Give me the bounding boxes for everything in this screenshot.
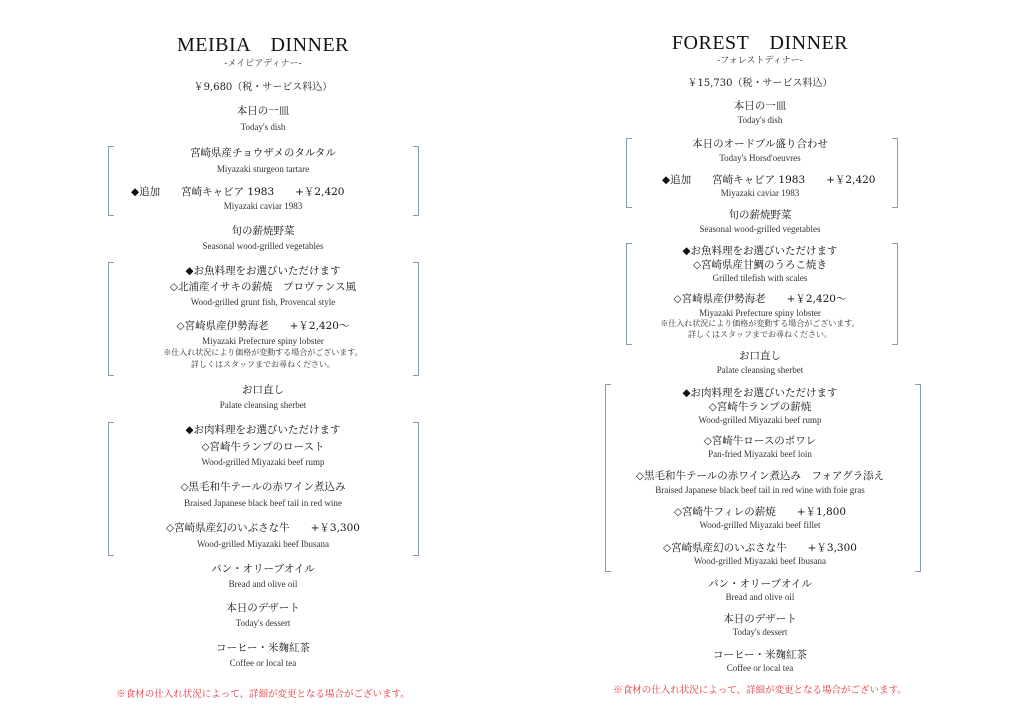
lobster-note-1: ※仕入れ状況により価格が変動する場合がございます。	[660, 319, 860, 328]
meibia-dinner-menu	[63, 0, 463, 722]
vegetables-en: Seasonal wood-grilled vegetables	[202, 241, 324, 251]
meat-choice-header: ◆お肉料理をお選びいただけます	[185, 424, 341, 436]
tilefish-en: Grilled tilefish with scales	[712, 273, 808, 283]
menu-subtitle: -メイビアディナー-	[224, 59, 302, 69]
coffee-en: Coffee or local tea	[726, 663, 794, 673]
beef-rump-en: Wood-grilled Miyazaki beef rump	[698, 415, 822, 425]
ibusana-beef-jp: ◇宮崎県産幻のいぶさな牛 +￥3,300	[166, 522, 360, 534]
sherbet-jp: お口直し	[242, 384, 284, 396]
caviar-addon-en: Miyazaki caviar 1983	[720, 188, 800, 198]
horsdoeuvres-jp: 本日のオードブル盛り合わせ	[692, 138, 828, 150]
sherbet-jp: お口直し	[739, 350, 781, 362]
sherbet-en: Palate cleansing sherbet	[716, 365, 804, 375]
sturgeon-jp: 宮崎県産チョウザメのタルタル	[190, 147, 336, 159]
beef-rump-jp: ◇宮崎牛ランプの薪焼	[708, 401, 812, 413]
lobster-note-2: 詳しくはスタッフまでお尋ねください。	[191, 360, 335, 369]
sturgeon-en: Miyazaki sturgeon tartare	[216, 164, 310, 174]
ibusana-beef-en: Wood-grilled Miyazaki beef Ibusana	[694, 556, 826, 566]
sherbet-en: Palate cleansing sherbet	[219, 400, 307, 410]
dessert-jp: 本日のデザート	[723, 613, 797, 625]
beef-loin-jp: ◇宮崎牛ロースのポワレ	[703, 435, 817, 447]
bread-en: Bread and olive oil	[725, 592, 795, 602]
ibusana-beef-en: Wood-grilled Miyazaki beef Ibusana	[197, 539, 329, 549]
coffee-en: Coffee or local tea	[229, 658, 297, 668]
beef-tail-jp: ◇黒毛和牛テールの赤ワイン煮込み フォアグラ添え	[635, 470, 885, 482]
meat-choice-header: ◆お肉料理をお選びいただけます	[682, 387, 838, 399]
coffee-jp: コーヒー・米麹紅茶	[215, 642, 311, 654]
bread-en: Bread and olive oil	[228, 579, 298, 589]
dessert-en: Today's dessert	[235, 618, 291, 628]
caviar-addon-jp: ◆追加 宮崎キャビア 1983 +￥2,420	[131, 186, 345, 198]
menu-title: MEIBIA DINNER	[176, 34, 350, 56]
caviar-addon-en: Miyazaki caviar 1983	[223, 201, 303, 211]
caviar-addon-jp: ◆追加 宮崎キャビア 1983 +￥2,420	[662, 174, 876, 186]
todays-dish-en: Today's dish	[737, 115, 783, 125]
menu-price: ￥9,680（税・サービス料込）	[193, 82, 333, 93]
lobster-note-1: ※仕入れ状況により価格が変動する場合がございます。	[163, 348, 363, 357]
beef-tail-en: Braised Japanese black beef tail in red wine with foie gras	[655, 485, 865, 495]
lobster-en: Miyazaki Prefecture spiny lobster	[699, 308, 821, 318]
beef-tail-en: Braised Japanese black beef tail in red wine	[184, 498, 342, 508]
forest-dinner-menu	[560, 0, 960, 722]
lobster-en: Miyazaki Prefecture spiny lobster	[202, 336, 324, 346]
grunt-fish-jp: ◇北浦産イサキの薪焼 プロヴァンス風	[169, 281, 357, 293]
dessert-jp: 本日のデザート	[226, 602, 300, 614]
beef-rump-en: Wood-grilled Miyazaki beef rump	[201, 457, 325, 467]
beef-rump-jp: ◇宮崎牛ランプのロースト	[201, 441, 325, 453]
footer-note: ※食材の仕入れ状況によって、詳細が変更となる場合がございます。	[613, 685, 907, 696]
bracket-right	[413, 262, 419, 376]
fish-choice-header: ◆お魚料理をお選びいただけます	[185, 265, 341, 277]
todays-dish-jp: 本日の一皿	[733, 100, 787, 112]
beef-loin-en: Pan-fried Miyazaki beef loin	[708, 449, 812, 459]
beef-tail-jp: ◇黒毛和牛テールの赤ワイン煮込み	[180, 481, 346, 493]
grunt-fish-en: Wood-grilled grunt fish, Provencal style	[190, 297, 336, 307]
bread-jp: パン・オリーブオイル	[708, 578, 812, 590]
todays-dish-en: Today's dish	[240, 122, 286, 132]
footer-note: ※食材の仕入れ状況によって、詳細が変更となる場合がございます。	[116, 689, 410, 700]
lobster-note-2: 詳しくはスタッフまでお尋ねください。	[688, 330, 832, 339]
bread-jp: パン・オリーブオイル	[211, 563, 315, 575]
menu-price: ￥15,730（税・サービス料込）	[687, 78, 833, 89]
menu-subtitle: -フォレストディナー-	[717, 56, 803, 66]
vegetables-jp: 旬の薪焼野菜	[231, 225, 295, 237]
vegetables-jp: 旬の薪焼野菜	[728, 209, 792, 221]
coffee-jp: コーヒー・米麹紅茶	[712, 649, 808, 661]
bracket-left	[108, 262, 114, 376]
todays-dish-jp: 本日の一皿	[236, 105, 290, 117]
beef-fillet-jp: ◇宮崎牛フィレの薪焼 +￥1,800	[673, 506, 847, 518]
beef-fillet-en: Wood-grilled Miyazaki beef fillet	[699, 520, 821, 530]
tilefish-jp: ◇宮崎県産甘鯛のうろこ焼き	[692, 259, 828, 271]
ibusana-beef-jp: ◇宮崎県産幻のいぶさな牛 +￥3,300	[663, 542, 857, 554]
lobster-jp: ◇宮崎県産伊勢海老 +￥2,420～	[673, 293, 847, 305]
lobster-jp: ◇宮崎県産伊勢海老 +￥2,420～	[176, 320, 350, 332]
vegetables-en: Seasonal wood-grilled vegetables	[699, 224, 821, 234]
menu-title: FOREST DINNER	[671, 32, 849, 54]
horsdoeuvres-en: Today's Horsd'oeuvres	[719, 153, 801, 163]
dessert-en: Today's dessert	[732, 627, 788, 637]
fish-choice-header: ◆お魚料理をお選びいただけます	[682, 245, 838, 257]
